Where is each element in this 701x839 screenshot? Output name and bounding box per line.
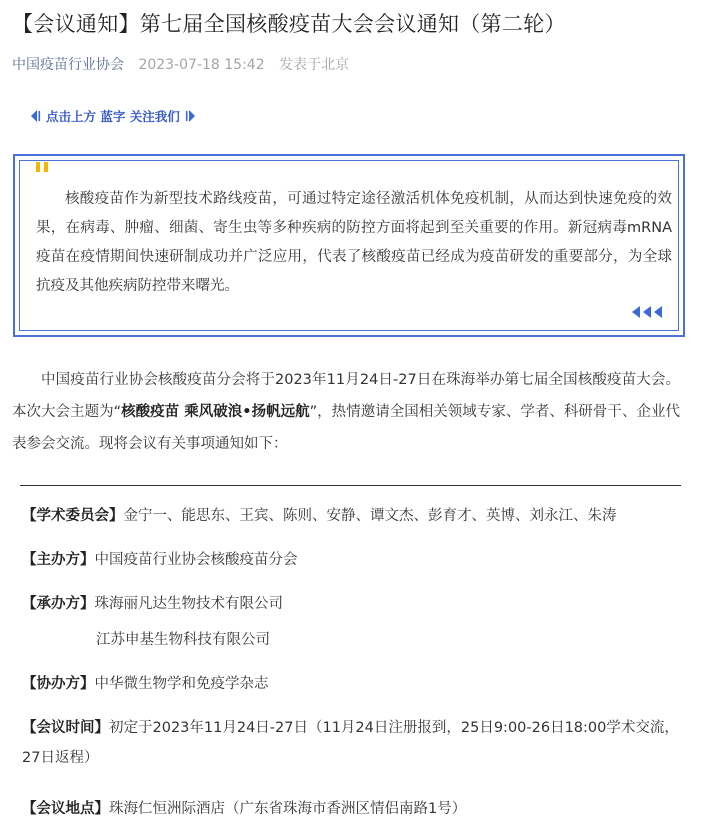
- left-speaker-arrow-icon: [28, 109, 42, 123]
- intro-paragraph: [12, 364, 680, 460]
- host-key: 【主办方】: [22, 552, 95, 568]
- follow-banner-label: 点击上方 蓝字 关注我们: [46, 109, 180, 124]
- summary-text: 核酸疫苗作为新型技术路线疫苗，可通过特定途径激活机体免疫机制，从而达到快速免疫的效果，在病毒、肿瘤、细菌、寄生虫等多种疾病的防控方面将起到至关重要的作用。新冠病毒mRNA疫苗在疫情期间快速研制成功并广泛应用，代表了核酸疫苗已经成为疫苗研发的重要部分，为全球抗疫及其他疾病防控带来曙光。: [36, 191, 672, 294]
- meeting-time-row: [22, 713, 682, 773]
- summary-box: [13, 154, 685, 337]
- organizer-value-2: 江苏申基生物科技有限公司: [96, 632, 270, 648]
- section-divider: [20, 485, 681, 486]
- article-meta: [12, 55, 349, 75]
- host-value: 中国疫苗行业协会核酸疫苗分会: [94, 552, 298, 568]
- meeting-time-key: 【会议时间】: [22, 720, 109, 736]
- committee-value: 金宁一、能思东、王宾、陈则、安静、谭文杰、彭育才、英博、刘永江、朱涛: [123, 508, 617, 524]
- co-organizer-row: [22, 672, 269, 696]
- venue-key: 【会议地点】: [22, 801, 109, 817]
- committee-row: [22, 504, 617, 528]
- organizer-row: [22, 592, 283, 616]
- account-name-link[interactable]: 中国疫苗行业协会: [12, 57, 124, 73]
- publish-location: 发表于北京: [279, 57, 350, 73]
- host-row: [22, 548, 298, 572]
- triple-arrow-icon: [632, 306, 664, 318]
- summary-box-inner: [19, 160, 679, 331]
- conference-theme: 核酸疫苗 乘风破浪•扬帆远航: [121, 404, 310, 420]
- follow-banner[interactable]: [28, 106, 198, 126]
- publish-time: 2023-07-18 15:42: [138, 57, 265, 73]
- intro-text-after: ”，热情邀请全国相关领域专家、学者、科研骨干、企业代表参会交流。现将会议有关事项通知如下：: [12, 404, 680, 452]
- meeting-time-value: 初定于2023年11月24日-27日（11月24日注册报到，25日9:00-26日18:00学术交流，27日返程）: [22, 720, 679, 766]
- right-speaker-arrow-icon: [184, 109, 198, 123]
- article-title: 【会议通知】第七届全国核酸疫苗大会会议通知（第二轮）: [12, 12, 566, 36]
- venue-row: [22, 797, 466, 821]
- quote-mark-icon: [35, 161, 51, 173]
- organizer-value-1: 珠海丽凡达生物技术有限公司: [94, 596, 283, 612]
- co-organizer-value: 中华微生物学和免疫学杂志: [94, 676, 269, 692]
- organizer-key: 【承办方】: [22, 596, 95, 612]
- co-organizer-key: 【协办方】: [22, 676, 95, 692]
- venue-value: 珠海仁恒洲际酒店（广东省珠海市香洲区情侣南路1号）: [109, 801, 467, 817]
- committee-key: 【学术委员会】: [22, 508, 124, 524]
- intro-text-before: 中国疫苗行业协会核酸疫苗分会将于2023年11月24日-27日在珠海举办第七届全国核酸疫苗大会。本次大会主题为“: [12, 372, 680, 420]
